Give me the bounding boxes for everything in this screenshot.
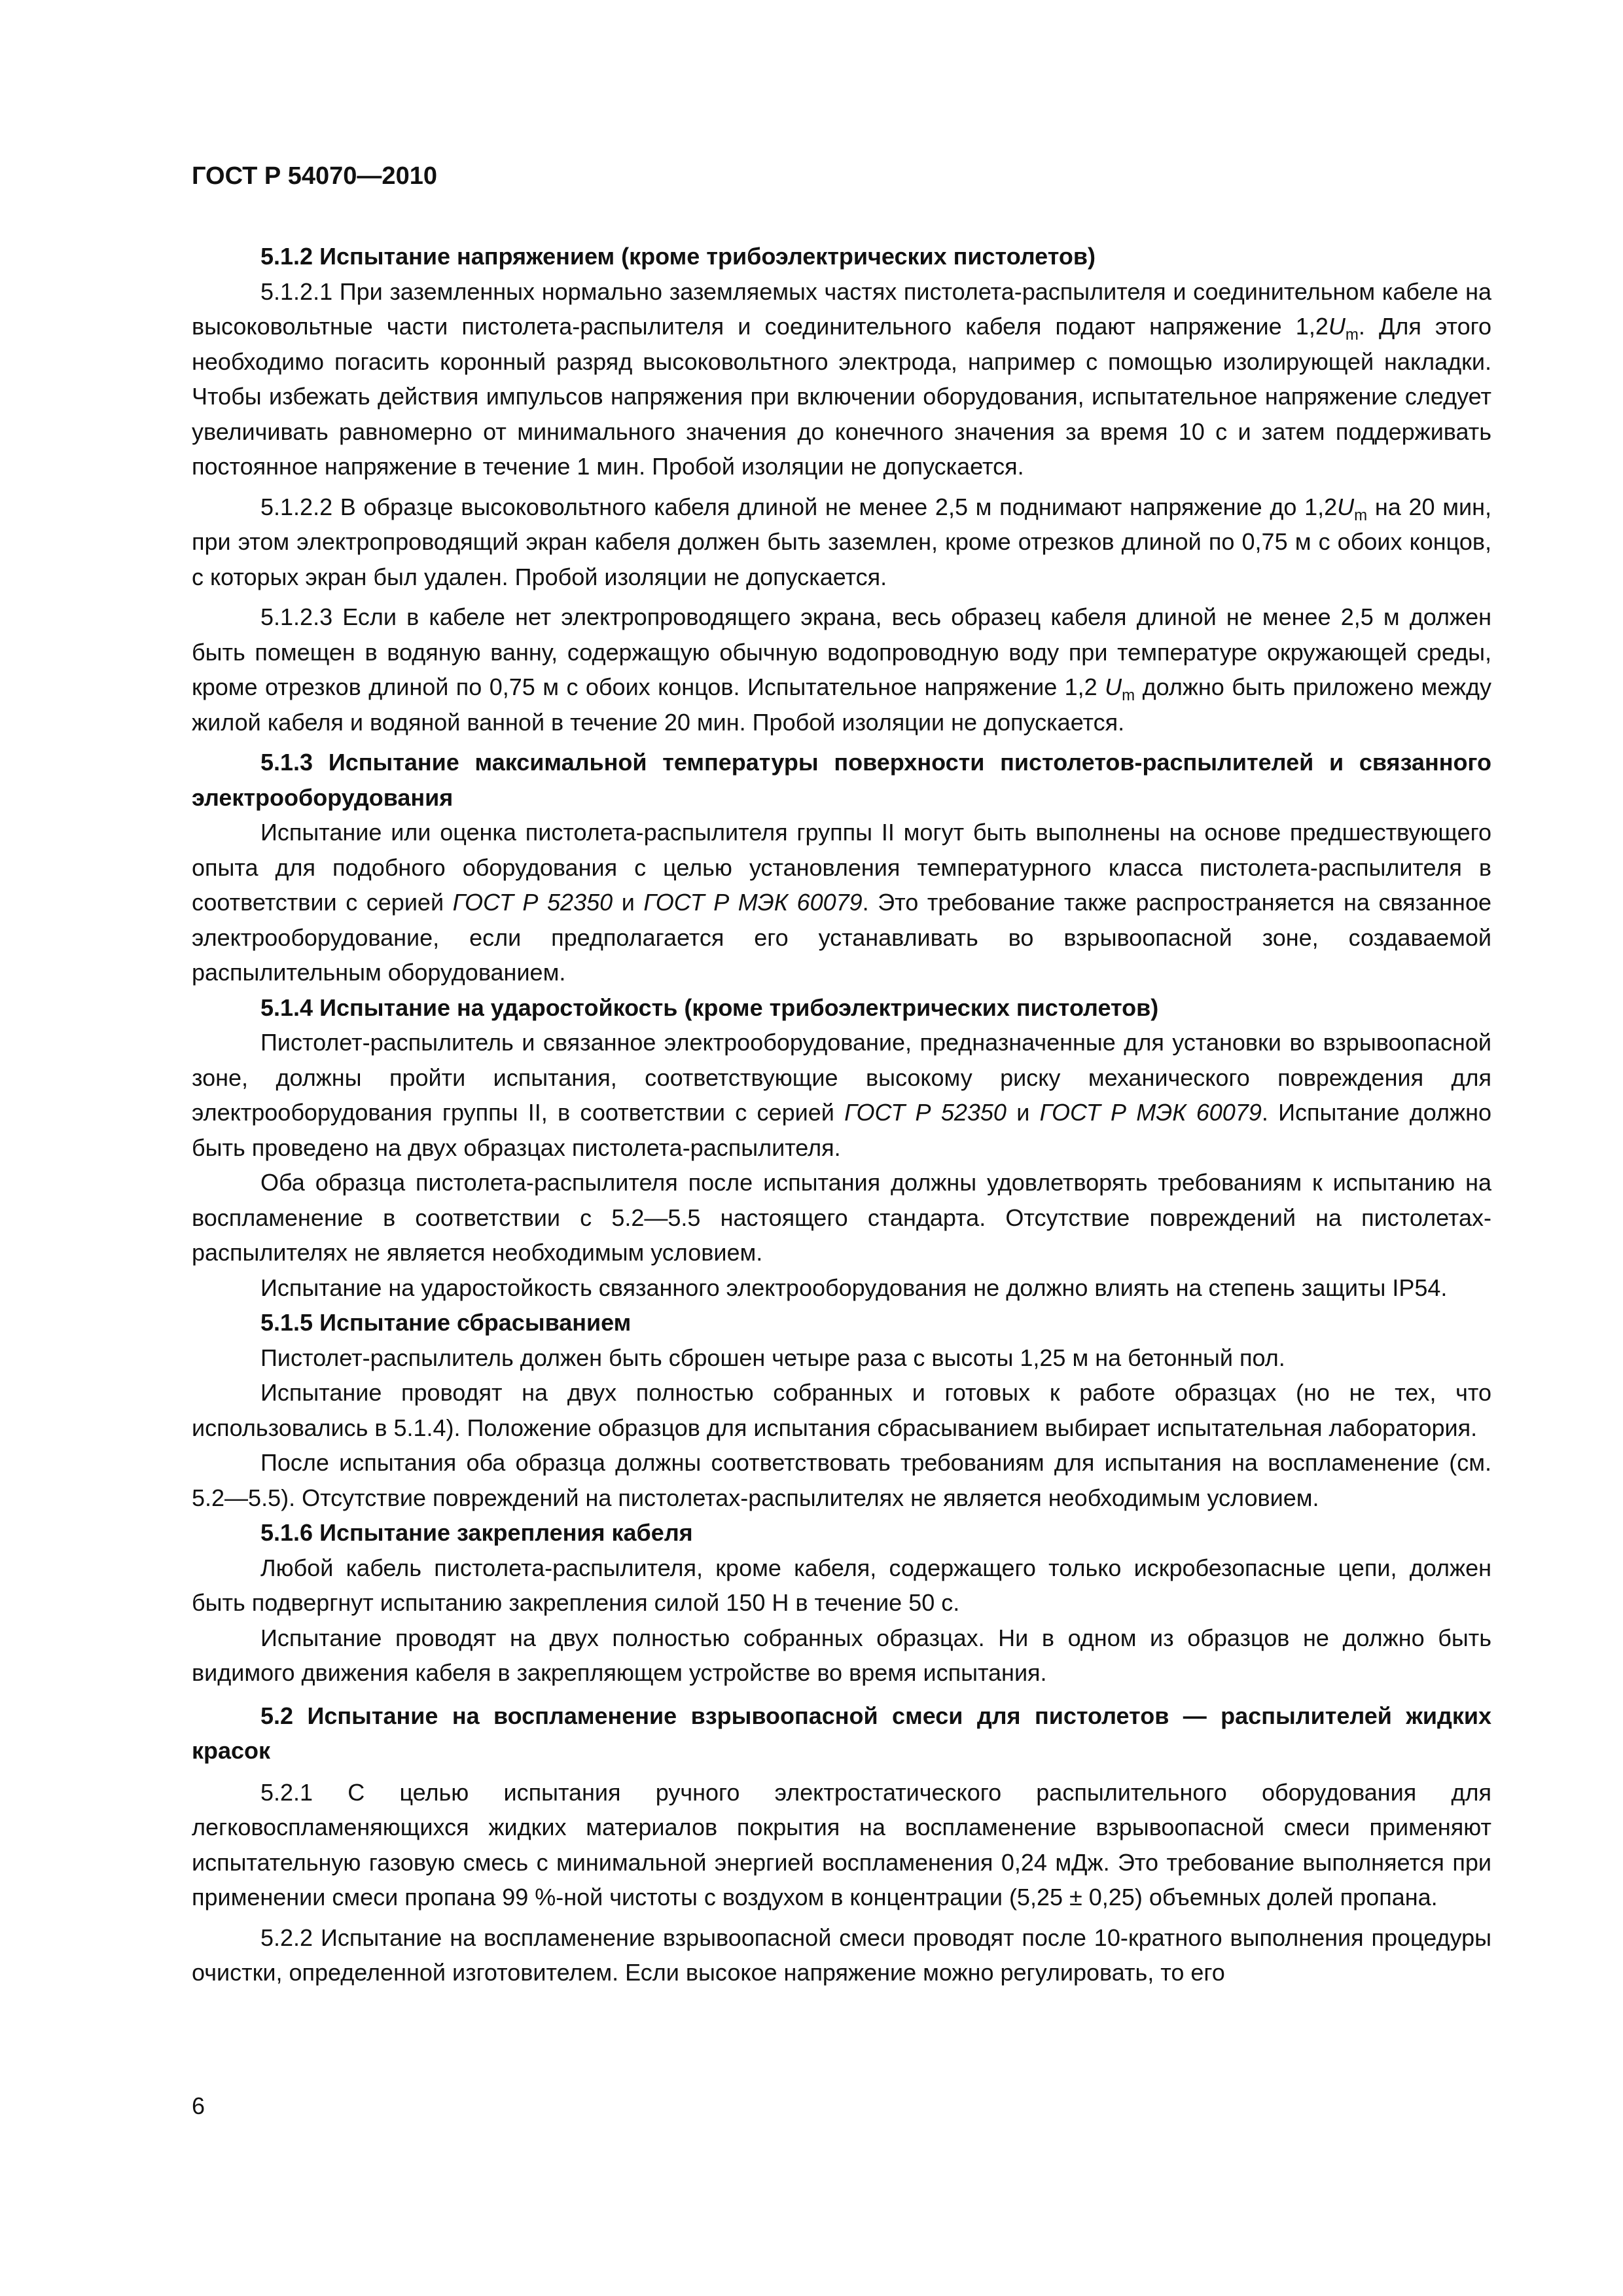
paragraph-5-1-4-text: Пистолет-распылитель и связанное электрооборудование, предназначенные для установки во взрывоопасной зоне, должны пройти испытания, соответствующие высокому риску механического повреждения для электрооборудования группы II, в соответствии с серией ГОСТ Р 52350 и ГОСТ Р МЭК 60079. Испытание должно быть проведено на двух образцах пистолета-распылителя. — [192, 1029, 1491, 1161]
section-5-2-heading: 5.2 Испытание на воспламенение взрывоопасной смеси для пистолетов — распылителей жидких красок — [192, 1702, 1491, 1764]
document-body — [192, 239, 1491, 1990]
section-5-1-6-heading: 5.1.6 Испытание закрепления кабеля — [260, 1519, 693, 1546]
paragraph-5-1-4-ip54: Испытание на ударостойкость связанного электрооборудования не должно влиять на степень защиты IP54. — [260, 1274, 1448, 1301]
section-5-1-3-heading: 5.1.3 Испытание максимальной температуры поверхности пистолетов-распылителей и связанного электрооборудования — [192, 749, 1491, 811]
paragraph-5-1-2-1: 5.1.2.1 При заземленных нормально заземляемых частях пистолета-распылителя и соединительном кабеле на высоковольтные части пистолета-распылителя и соединительного кабеля подают напряжение $1,2U_m$. Для этого необходимо погасить коронный разряд высоковольтного электрода, например с помощью изолирующей накладки. Чтобы избежать действия импульсов напряжения при включении оборудования, испытательное напряжение следует увеличивать равномерно от минимального значения до конечного значения за время 10 с и затем поддерживать постоянное напряжение в течение 1 мин. Пробой изоляции не допускается. — [192, 278, 1491, 480]
paragraph-5-2-2: 5.2.2 Испытание на воспламенение взрывоопасной смеси проводят после 10-кратного выполнения процедуры очистки, определенной изготовителем. Если высокое напряжение можно регулировать, то его — [192, 1924, 1491, 1986]
page-number: 6 — [192, 2092, 205, 2119]
paragraph-5-1-3-text: Испытание или оценка пистолета-распылителя группы II могут быть выполнены на основе предшествующего опыта для подобного оборудования с целью установления температурного класса пистолета-распылителя в соответствии с серией ГОСТ Р 52350 и ГОСТ Р МЭК 60079. Это требование также распространяется на связанное электрооборудование, если предполагается его устанавливать во взрывоопасной зоне, создаваемой распылительным оборудованием. — [192, 819, 1491, 986]
section-5-1-5-heading: 5.1.5 Испытание сбрасыванием — [260, 1309, 632, 1336]
paragraph-5-2-1: 5.2.1 С целью испытания ручного электростатического распылительного оборудования для легковоспламеняющихся жидких материалов покрытия на воспламенение взрывоопасной смеси применяют испытательную газовую смесь с минимальной энергией воспламенения 0,24 мДж. Это требование выполняется при применении смеси пропана 99 %-ной чистоты с воздухом в концентрации (5,25 ± 0,25) объемных долей пропана. — [192, 1778, 1491, 1910]
paragraph-5-1-5-samples: Испытание проводят на двух полностью собранных и готовых к работе образцах (но не тех, что использовались в 5.1.4). Положение образцов для испытания сбрасыванием выбирает испытательная лаборатория. — [192, 1379, 1491, 1441]
paragraph-5-1-2-2: 5.1.2.2 В образце высоковольтного кабеля длиной не менее 2,5 м поднимают напряжение до $1,2U_m$ на 20 мин, при этом электропроводящий экран кабеля должен быть заземлен, кроме отрезков длиной по 0,75 м с обоих концов, с которых экран был удален. Пробой изоляции не допускается. — [192, 493, 1491, 590]
paragraph-5-1-4-samples: Оба образца пистолета-распылителя после испытания должны удовлетворять требованиям к испытанию на воспламенение в соответствии с 5.2—5.5 настоящего стандарта. Отсутствие повреждений на пистолетах-распылителях не является необходимым условием. — [192, 1169, 1491, 1266]
section-5-1-4-heading: 5.1.4 Испытание на ударостойкость (кроме трибоэлектрических пистолетов) — [260, 994, 1159, 1021]
section-5-1-2-heading: 5.1.2 Испытание напряжением (кроме трибоэлектрических пистолетов) — [260, 243, 1096, 270]
paragraph-5-1-2-3: 5.1.2.3 Если в кабеле нет электропроводящего экрана, весь образец кабеля длиной не менее 2,5 м должен быть помещен в водяную ванну, содержащую обычную водопроводную воду при температуре окружающей среды, кроме отрезков длиной по 0,75 м с обоих концов. Испытательное напряжение 1,2 $U_m$ должно быть приложено между жилой кабеля и водяной ванной в течение 20 мин. Пробой изоляции не допускается. — [192, 603, 1491, 736]
paragraph-5-1-5-drop: Пистолет-распылитель должен быть сброшен четыре раза с высоты 1,25 м на бетонный пол. — [260, 1344, 1285, 1371]
paragraph-5-1-6-cable: Любой кабель пистолета-распылителя, кроме кабеля, содержащего только искробезопасные цепи, должен быть подвергнут испытанию закрепления силой 150 Н в течение 50 с. — [192, 1554, 1491, 1616]
document-code-header: ГОСТ Р 54070—2010 — [192, 162, 437, 190]
paragraph-5-1-6-samples: Испытание проводят на двух полностью собранных образцах. Ни в одном из образцов не должно быть видимого движения кабеля в закрепляющем устройстве во время испытания. — [192, 1624, 1491, 1686]
paragraph-5-1-5-after: После испытания оба образца должны соответствовать требованиям для испытания на воспламенение (см. 5.2—5.5). Отсутствие повреждений на пистолетах-распылителях не является необходимым условием. — [192, 1449, 1491, 1511]
